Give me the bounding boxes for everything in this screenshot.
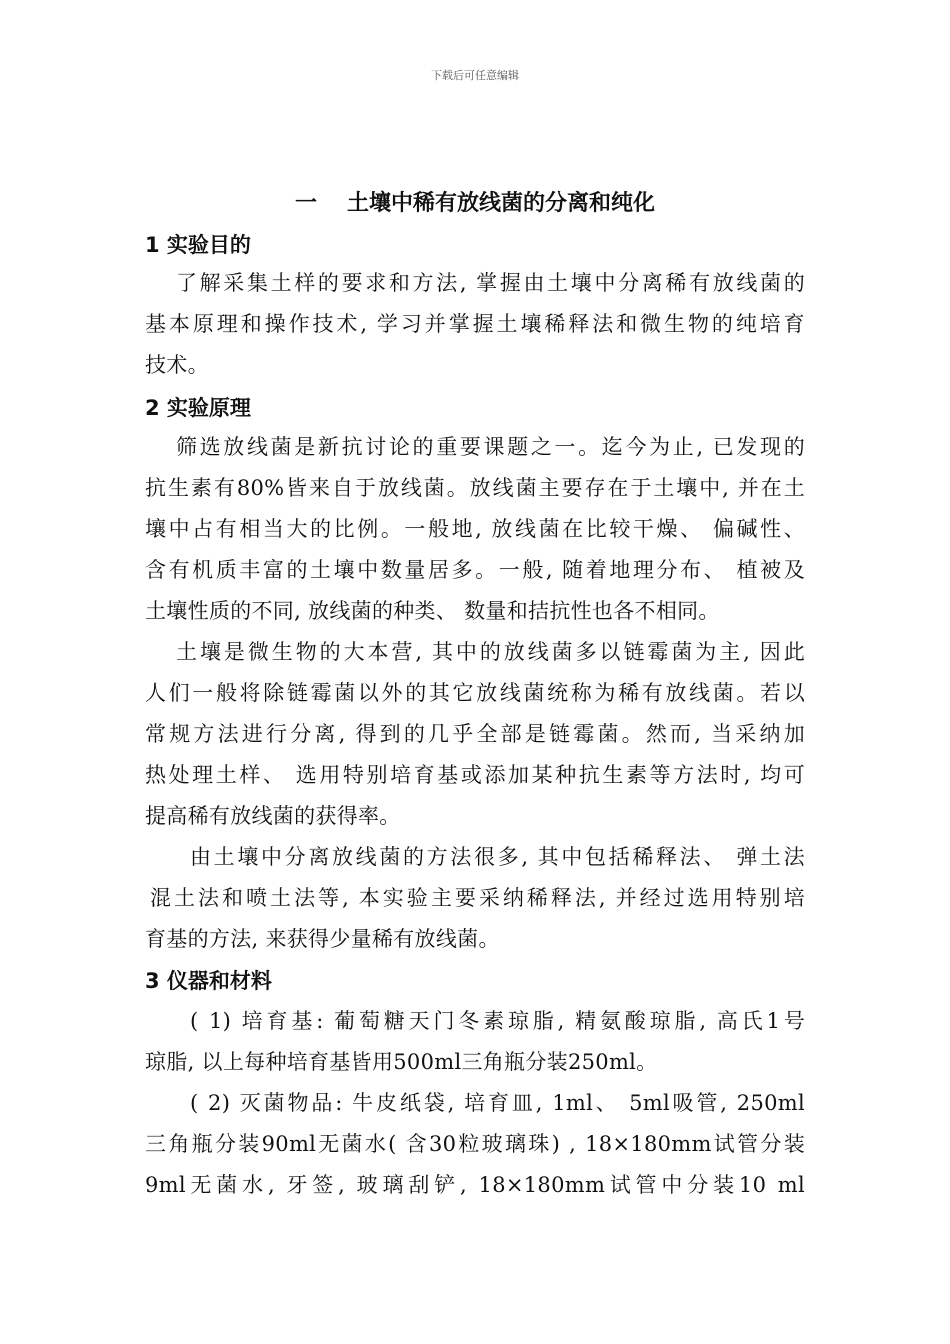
- paragraph-line: 由土壤中分离放线菌的方法很多, 其中包括稀释法、 弹土法: [190, 845, 805, 869]
- paragraph-line: ( 2) 灭菌物品: 牛皮纸袋, 培育皿, 1ml、 5ml吸管, 250ml: [190, 1091, 805, 1115]
- paragraph-line: 琼脂, 以上每种培育基皆用500ml三角瓶分装250ml。: [145, 1050, 658, 1074]
- paragraph-line: 基本原理和操作技术, 学习并掌握土壤稀释法和微生物的纯培育: [145, 312, 805, 336]
- paragraph-line: 育基的方法, 来获得少量稀有放线菌。: [145, 927, 500, 951]
- section-heading: 2 实验原理: [145, 396, 251, 420]
- paragraph-line: 了解采集土样的要求和方法, 掌握由土壤中分离稀有放线菌的: [176, 271, 805, 295]
- paragraph-line: 含有机质丰富的土壤中数量居多。一般, 随着地理分布、 植被及: [145, 558, 805, 582]
- paragraph-line: 筛选放线菌是新抗讨论的重要课题之一。迄今为止, 已发现的: [176, 435, 805, 459]
- paragraph-line: 抗生素有80%皆来自于放线菌。放线菌主要存在于土壤中, 并在土: [145, 476, 805, 500]
- chapter-title-text: 土壤中稀有放线菌的分离和纯化: [347, 191, 656, 216]
- paragraph-line: ( 1) 培育基: 葡萄糖天门冬素琼脂, 精氨酸琼脂, 高氏1号: [190, 1009, 805, 1033]
- paragraph-line: 土壤是微生物的大本营, 其中的放线菌多以链霉菌为主, 因此: [176, 640, 805, 664]
- paragraph-line: 壤中占有相当大的比例。一般地, 放线菌在比较干燥、 偏碱性、: [145, 517, 805, 541]
- paragraph-line: 9ml无菌水, 牙签, 玻璃刮铲, 18×180mm试管中分装10 ml: [145, 1173, 805, 1197]
- paragraph-line: 人们一般将除链霉菌以外的其它放线菌统称为稀有放线菌。若以: [145, 681, 805, 705]
- chapter-number: 一: [294, 191, 317, 216]
- section-heading: 1 实验目的: [145, 233, 251, 257]
- paragraph-line: 常规方法进行分离, 得到的几乎全部是链霉菌。然而, 当采纳加: [145, 722, 805, 746]
- chapter-title: [0, 186, 950, 217]
- section-heading: 3 仪器和材料: [145, 969, 272, 993]
- paragraph-line: 热处理土样、 选用特别培育基或添加某种抗生素等方法时, 均可: [145, 763, 805, 787]
- paragraph-line: 三角瓶分装90ml无菌水( 含30粒玻璃珠) , 18×180mm试管分装: [145, 1132, 805, 1156]
- paragraph-line: 混土法和喷土法等, 本实验主要采纳稀释法, 并经过选用特别培: [150, 886, 805, 910]
- paragraph-line: 技术。: [145, 353, 209, 377]
- page-header: 下载后可任意编辑: [431, 69, 519, 82]
- paragraph-line: 土壤性质的不同, 放线菌的种类、 数量和拮抗性也各不相同。: [145, 599, 720, 623]
- paragraph-line: 提高稀有放线菌的获得率。: [145, 804, 401, 828]
